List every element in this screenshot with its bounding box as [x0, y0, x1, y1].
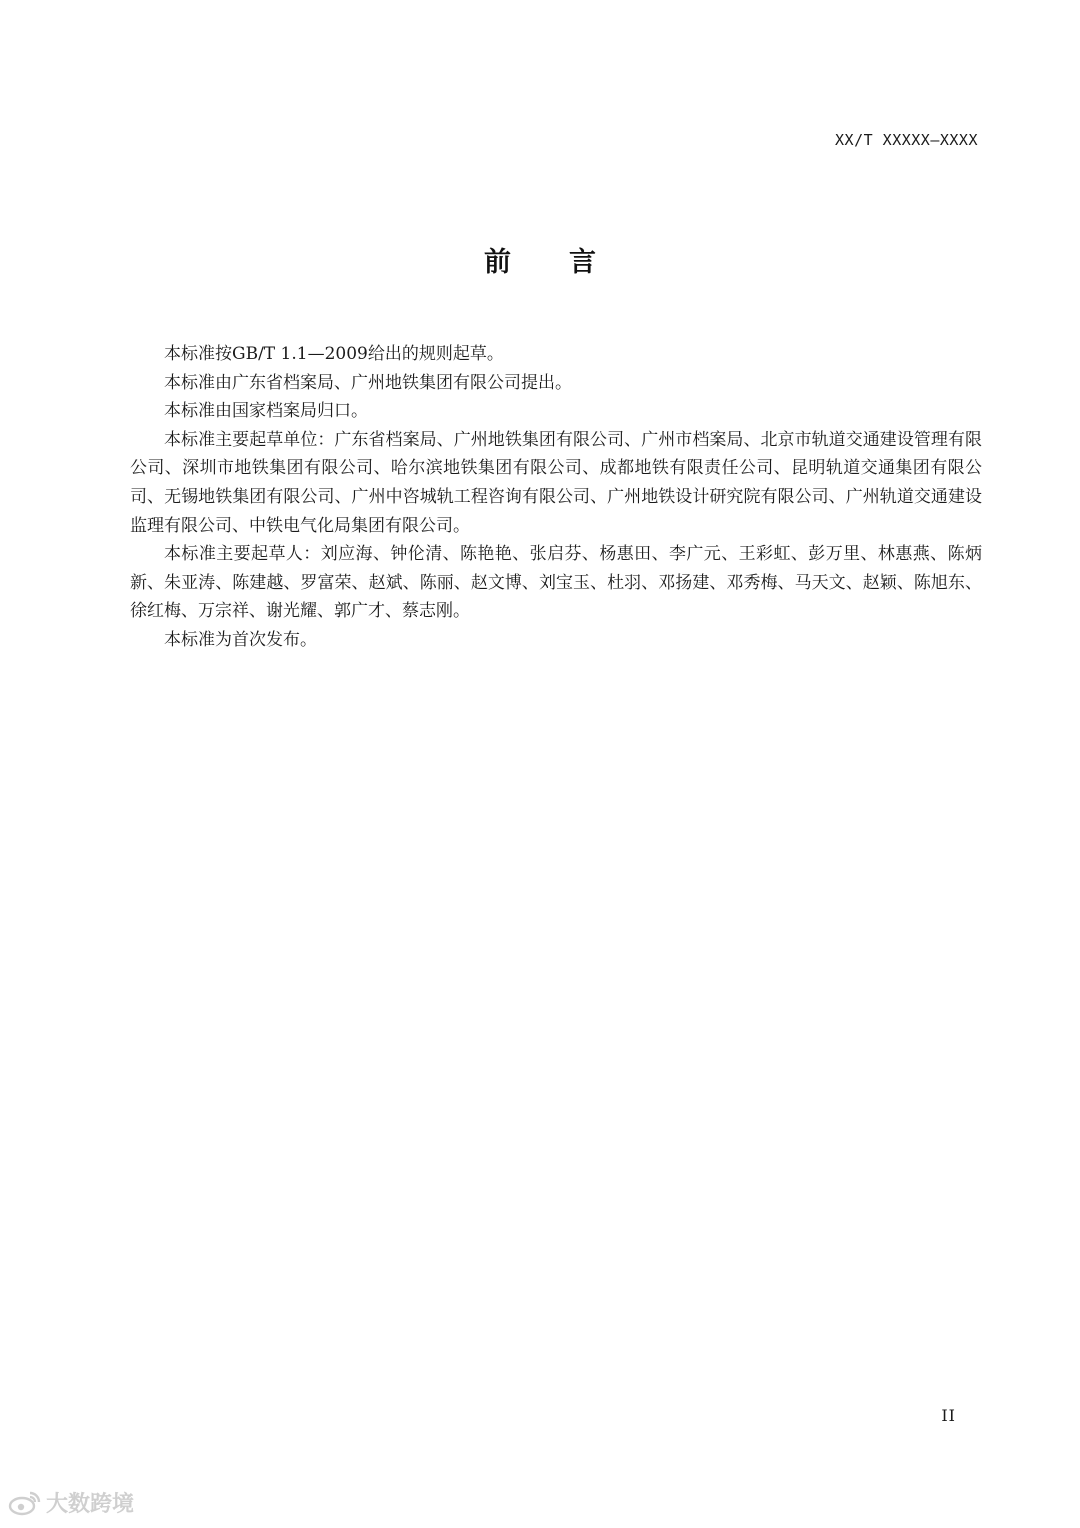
- paragraph-administration: 本标准由国家档案局归口。: [164, 401, 368, 422]
- standard-code: XX/T XXXXX—XXXX: [835, 131, 978, 149]
- paragraph-proposer: 本标准由广东省档案局、广州地铁集团有限公司提出。: [164, 372, 572, 393]
- paragraph-first-release: 本标准为首次发布。: [164, 629, 317, 650]
- watermark: [8, 1487, 134, 1518]
- preface-body: [130, 340, 982, 655]
- weibo-logo-icon: [8, 1490, 42, 1516]
- page-number: II: [941, 1406, 956, 1425]
- paragraph-drafting-units: 本标准主要起草单位：广东省档案局、广州地铁集团有限公司、广州市档案局、北京市轨道交通建设管理有限公司、深圳市地铁集团有限公司、哈尔滨地铁集团有限公司、成都地铁有限责任公司、昆明轨道交通集团有限公司、无锡地铁集团有限公司、广州中咨城轨工程咨询有限公司、广州地铁设计研究院有限公司、广州轨道交通建设监理有限公司、中铁电气化局集团有限公司。: [130, 429, 982, 536]
- watermark-text: 大数跨境: [46, 1492, 135, 1517]
- paragraph-drafters: 本标准主要起草人：刘应海、钟伦清、陈艳艳、张启芬、杨惠田、李广元、王彩虹、彭万里、林惠燕、陈炳新、朱亚涛、陈建越、罗富荣、赵斌、陈丽、赵文博、刘宝玉、杜羽、邓扬建、邓秀梅、马天文、赵颖、陈旭东、徐红梅、万宗祥、谢光耀、郭广才、蔡志刚。: [130, 544, 982, 622]
- page-title: 前言: [484, 247, 654, 278]
- paragraph-drafting-rules: 本标准按GB/T 1.1—2009给出的规则起草。: [164, 344, 504, 364]
